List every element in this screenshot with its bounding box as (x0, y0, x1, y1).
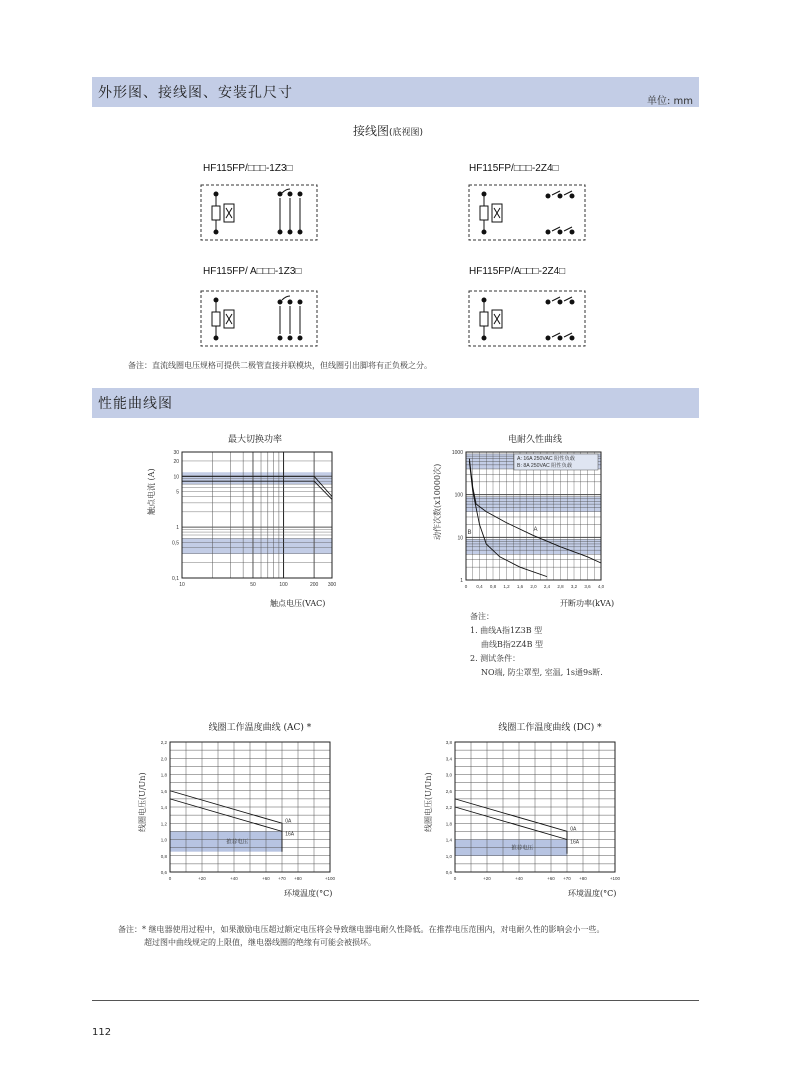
x-tick-label: 0 (453, 876, 457, 881)
chart-xlabel: 开断功率(kVA) (560, 599, 615, 608)
y-tick-label: 1,6 (160, 788, 167, 794)
x-tick-label: 100 (279, 582, 288, 588)
section-title: 性能曲线图 (98, 396, 173, 412)
series-label: 0A (285, 818, 292, 825)
series-label: B (467, 529, 472, 536)
y-tick-label: 20 (173, 458, 179, 465)
chart-band (182, 538, 332, 553)
chart-title: 最大切换功率 (227, 435, 282, 445)
footer-divider (92, 1000, 699, 1001)
note-line: 备注： (470, 612, 494, 621)
model-label: HF115FP/A□□□-2Z4□ (469, 266, 566, 277)
y-tick-label: 1,8 (445, 821, 452, 827)
note-line: 2. 测试条件： (470, 654, 521, 663)
y-tick-label: 1,8 (160, 772, 167, 778)
band-label: 推荐电压 (511, 845, 534, 852)
wiring-diagram-a-2z4 (468, 290, 588, 348)
chart-temp-dc (435, 736, 630, 884)
chart-temp-ac (150, 736, 345, 884)
x-tick-label: 0,4 (476, 584, 483, 589)
x-tick-label: 50 (250, 582, 256, 588)
endurance-notes (470, 610, 603, 680)
unit-label: 单位: mm (646, 96, 693, 107)
y-tick-label: 0,6 (445, 870, 452, 875)
wiring-subtitle: (底视图) (389, 128, 424, 138)
wiring-note: 备注：直流线圈电压规格可提供二极管直接并联模块，但线圈引出脚将有正负极之分。 (128, 361, 432, 370)
y-tick-label: 1000 (451, 450, 463, 456)
series-label: 16A (285, 831, 295, 838)
chart-max-switching (160, 446, 340, 594)
x-tick-label: +70 (278, 876, 286, 881)
x-tick-label: +100 (324, 876, 336, 881)
series-label: 0A (570, 826, 577, 833)
note-line: 1. 曲线A指1Z3B 型 (470, 626, 543, 635)
chart-endurance (446, 446, 611, 596)
footnote-line: 备注：* 继电器使用过程中，如果激励电压超过额定电压将会导致继电器电耐久性降低。在推荐电压范围内，对电耐久性的影响会小一些。 (118, 925, 605, 934)
y-tick-label: 5 (176, 489, 179, 496)
x-tick-label: +40 (230, 876, 238, 881)
chart-title: 电耐久性曲线 (507, 435, 562, 445)
y-tick-label: 2,0 (160, 756, 167, 762)
wiring-title (353, 122, 423, 139)
y-tick-label: 10 (457, 535, 463, 542)
legend-entry: B: 8A 250VAC 阻性负载 (517, 463, 572, 469)
x-tick-label: 2,0 (530, 584, 537, 589)
x-tick-label: +60 (547, 876, 555, 881)
x-tick-label: +40 (515, 876, 523, 881)
y-tick-label: 3,8 (445, 740, 452, 745)
chart-title: 线圈工作温度曲线 (DC) * (498, 723, 602, 733)
y-tick-label: 1,0 (160, 837, 167, 843)
y-tick-label: 0,8 (160, 853, 167, 859)
x-tick-label: 300 (327, 582, 337, 588)
wiring-diagram-2z4 (468, 184, 588, 242)
footnote-line: 超过图中曲线规定的上限值，继电器线圈的绝缘有可能会被损坏。 (144, 938, 376, 947)
y-tick-label: 3,4 (445, 756, 452, 762)
y-tick-label: 0,1 (172, 576, 179, 582)
x-tick-label: +80 (579, 876, 587, 881)
y-tick-label: 1,2 (160, 821, 167, 827)
y-tick-label: 3,0 (445, 772, 452, 778)
y-tick-label: 1,4 (160, 805, 167, 810)
y-tick-label: 2,2 (445, 805, 452, 810)
wiring-title-text: 接线图 (353, 124, 390, 138)
y-tick-label: 100 (454, 492, 463, 499)
x-tick-label: 1,2 (503, 584, 510, 589)
y-tick-label: 1,0 (445, 853, 452, 859)
note-line: 曲线B指2Z4B 型 (481, 640, 544, 649)
chart-xlabel: 环境温度(°C) (284, 889, 333, 898)
section-title: 外形图、接线图、安装孔尺寸 (98, 85, 293, 101)
chart-xlabel: 环境温度(°C) (568, 889, 617, 898)
y-tick-label: 2,2 (160, 740, 167, 745)
series-label: A (533, 527, 538, 534)
section-header-dimensions (92, 77, 699, 107)
model-label: HF115FP/□□□-1Z3□ (203, 163, 293, 174)
y-tick-label: 1 (176, 525, 179, 532)
x-tick-label: 3,6 (584, 584, 591, 589)
y-tick-label: 0,5 (172, 540, 179, 547)
x-tick-label: 4,0 (597, 584, 605, 589)
chart-ylabel: 线圈电压(U/Un) (424, 772, 433, 832)
x-tick-label: 1,6 (516, 584, 524, 589)
x-tick-label: +100 (609, 876, 621, 881)
y-tick-label: 2,6 (445, 788, 452, 794)
wiring-diagram-a-1z3 (200, 290, 320, 348)
y-tick-label: 30 (173, 450, 179, 456)
model-label: HF115FP/ A□□□-1Z3□ (203, 266, 302, 277)
x-tick-label: +20 (198, 876, 206, 881)
chart-title: 线圈工作温度曲线 (AC) * (208, 723, 312, 733)
page-number: 112 (92, 1027, 112, 1038)
chart-ylabel: 线圈电压(U/Un) (138, 772, 147, 832)
legend-entry: A: 16A 250VAC 阻性负载 (517, 456, 575, 462)
x-tick-label: +60 (262, 876, 270, 881)
x-tick-label: 2,8 (557, 584, 564, 589)
chart-band (182, 472, 332, 484)
x-tick-label: 2,4 (543, 584, 551, 589)
y-tick-label: 1 (460, 578, 463, 584)
model-label: HF115FP/□□□-2Z4□ (469, 163, 559, 174)
y-tick-label: 0,6 (160, 870, 167, 875)
chart-ylabel: 触点电流 (A) (147, 468, 156, 515)
chart-xlabel: 触点电压(VAC) (270, 599, 326, 608)
chart-frame (182, 452, 332, 578)
note-line: NO端, 防尘罩型, 室温, 1s通9s断. (481, 668, 603, 677)
x-tick-label: +80 (294, 876, 302, 881)
x-tick-label: 200 (309, 582, 319, 588)
section-header-curves (92, 388, 699, 418)
wiring-diagram-1z3 (200, 184, 320, 242)
chart-ylabel: 动作次数(x10000次) (433, 463, 442, 540)
x-tick-label: +20 (483, 876, 491, 881)
x-tick-label: 0 (168, 876, 172, 881)
x-tick-label: 0,8 (489, 584, 497, 589)
x-tick-label: +70 (563, 876, 571, 881)
band-label: 推荐电压 (226, 839, 249, 846)
y-tick-label: 10 (173, 474, 179, 481)
series-line (469, 461, 547, 576)
y-tick-label: 1,4 (445, 837, 452, 843)
x-tick-label: 0 (464, 584, 468, 589)
series-label: 16A (570, 839, 580, 846)
x-tick-label: 3,2 (570, 584, 578, 589)
x-tick-label: 10 (179, 582, 185, 588)
